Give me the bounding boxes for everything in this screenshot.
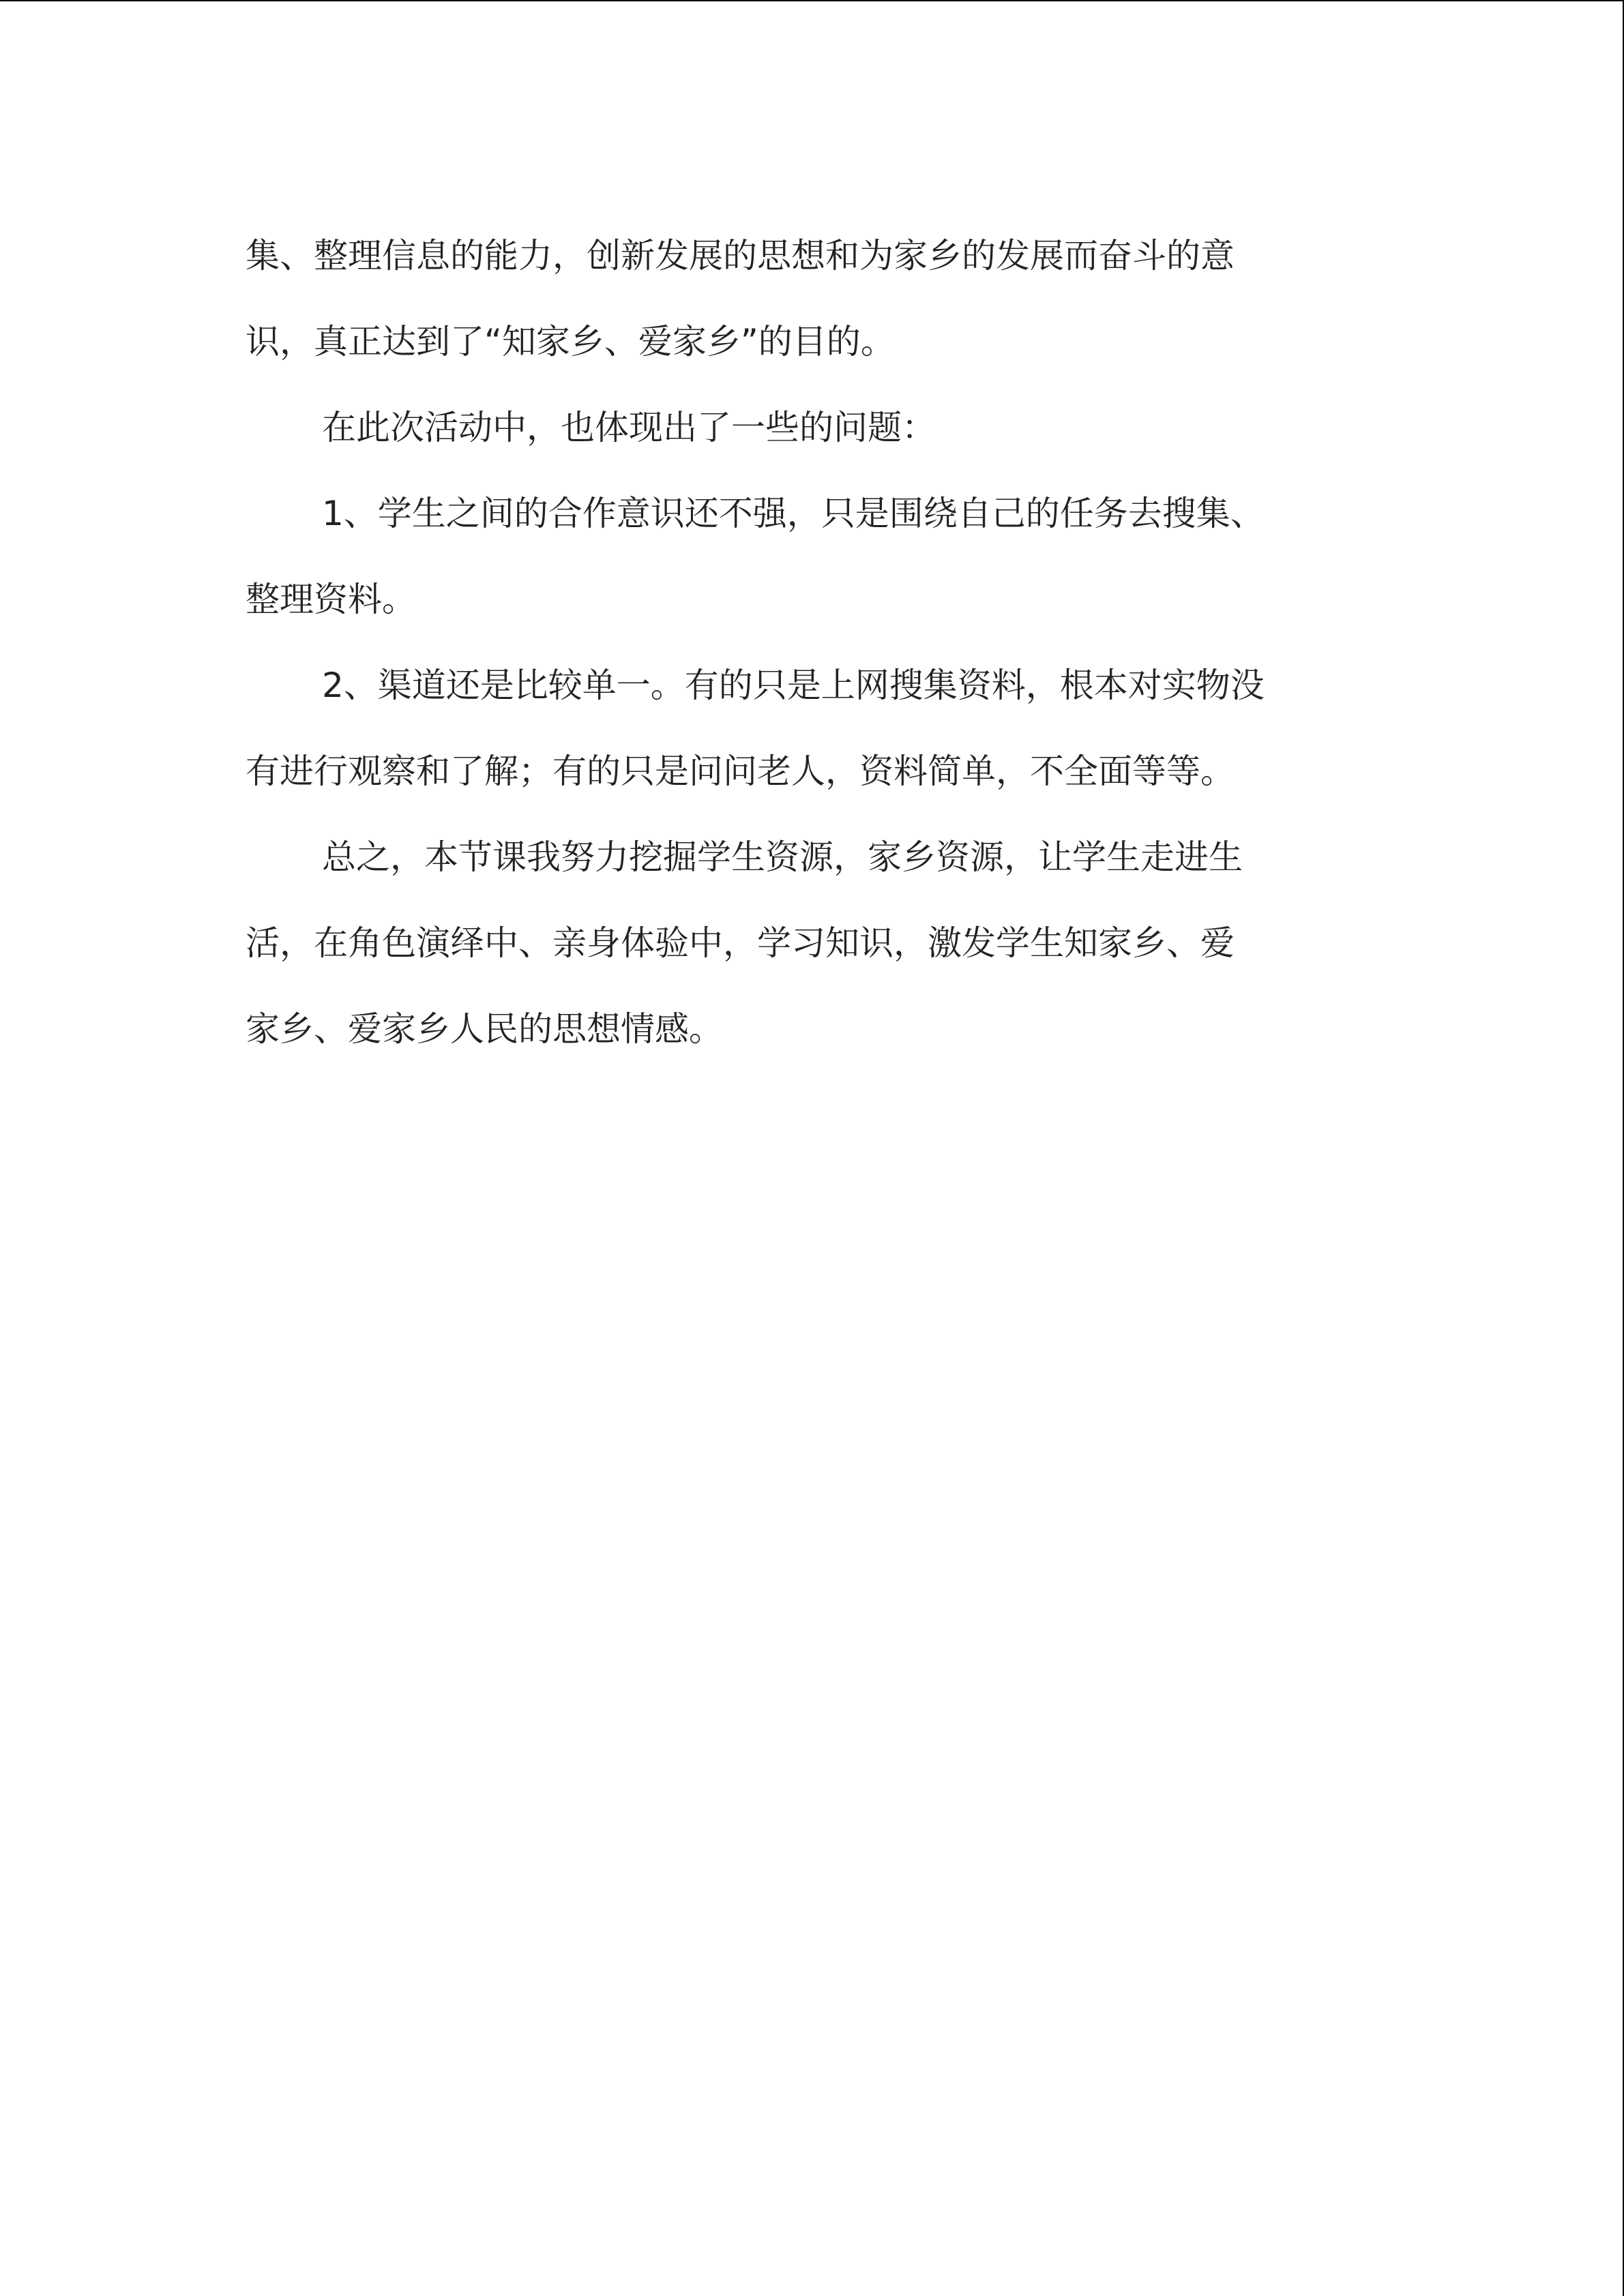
paragraph-start: 在此次活动中，也体现出了一些的问题： [322,408,936,447]
list-item-2: 2、渠道还是比较单一。有的只是上网搜集资料，根本对实物没 [322,666,1265,705]
text-line: 集、整理信息的能力，创新发展的思想和为家乡的发展而奋斗的意 [246,236,1235,275]
text-line: 家乡、爱家乡人民的思想情感。 [246,1009,723,1049]
list-item-1: 1、学生之间的合作意识还不强，只是围绕自己的任务去搜集、 [322,494,1265,533]
text-line: 识，真正达到了“知家乡、爱家乡”的目的。 [246,322,895,361]
paragraph-start: 总之，本节课我努力挖掘学生资源，家乡资源，让学生走进生 [322,837,1243,877]
text-line: 整理资料。 [246,580,416,619]
text-line: 活，在角色演绎中、亲身体验中，学习知识，激发学生知家乡、爱 [246,923,1235,963]
document-body [246,213,1378,1072]
text-line: 有进行观察和了解；有的只是问问老人，资料简单，不全面等等。 [246,751,1235,791]
